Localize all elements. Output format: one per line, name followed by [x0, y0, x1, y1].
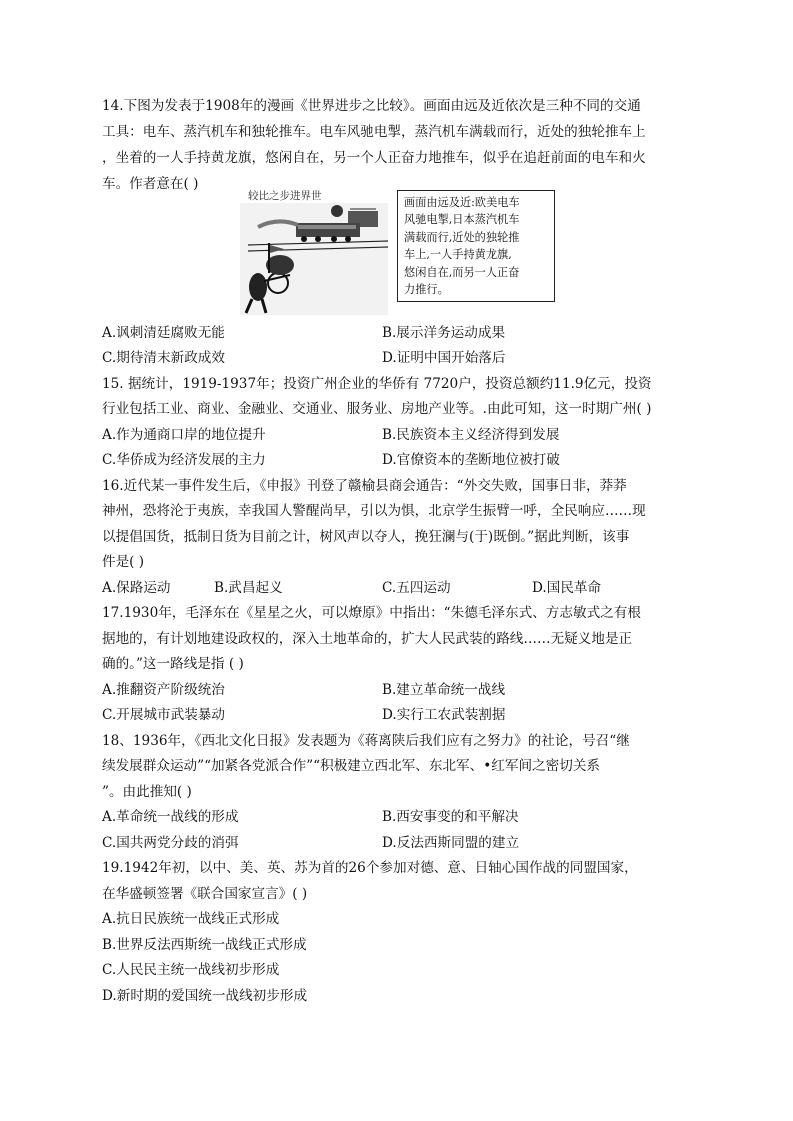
q19-option-c[interactable]: C.人民民主统一战线初步形成 [102, 962, 280, 978]
caption-line: 车上,一人手持黄龙旗, [404, 248, 512, 262]
q15-option-c[interactable]: C.华侨成为经济发展的主力 [102, 452, 266, 468]
caption-line: 满载而行,近处的独轮推 [404, 230, 520, 244]
q19-option-d[interactable]: D.新时期的爱国统一战线初步形成 [102, 988, 308, 1004]
q17-option-a[interactable]: A.推翻资产阶级统治 [102, 682, 225, 698]
cartoon-title: 较比之步进界世 [248, 190, 322, 202]
q18-option-d[interactable]: D.反法西斯同盟的建立 [382, 835, 520, 851]
caption-line: 力推行。 [404, 283, 449, 297]
q14-stem-line-3: ，坐着的一人手持黄龙旗，悠闲自在，另一个人正奋力地推车，似乎在追赶前面的电车和火 [102, 150, 646, 166]
q15-stem-line-1: 15. 据统计，1919-1937年；投资广州企业的华侨有 7720户，投资总额约11.9亿元，投资 [102, 376, 652, 392]
caption-line: 悠闲自在,而另一人正奋 [404, 265, 520, 279]
q18-option-b[interactable]: B.西安事变的和平解决 [382, 809, 519, 825]
q14-option-d[interactable]: D.证明中国开始落后 [382, 350, 506, 366]
caption-line: 风驰电掣,日本蒸汽机车 [404, 213, 520, 227]
q17-stem-line-1: 17.1930年，毛泽东在《星星之火，可以燎原》中指出：“朱德毛泽东式、方志敏式之有根 [102, 605, 641, 621]
q18-option-a[interactable]: A.革命统一战线的形成 [102, 809, 239, 825]
q19-option-b[interactable]: B.世界反法西斯统一战线正式形成 [102, 937, 307, 953]
q15-stem-line-2: 行业包括工业、商业、金融业、交通业、服务业、房地产业等。.由此可知，这一时期广州( ) [102, 401, 652, 417]
q15-option-b[interactable]: B.民族资本主义经济得到发展 [382, 427, 560, 443]
q17-option-b[interactable]: B.建立革命统一战线 [382, 682, 506, 698]
q16-stem-line-2: 神州，恐将沦于夷族，幸我国人警醒尚早，引以为惧，北京学生振臂一呼，全民响应……现 [102, 503, 646, 519]
q17-stem-line-3: 确的。”这一路线是指 ( ) [102, 656, 244, 672]
q16-option-d[interactable]: D.国民革命 [532, 580, 602, 596]
q16-option-b[interactable]: B.武昌起义 [214, 580, 283, 596]
q15-option-a[interactable]: A.作为通商口岸的地位提升 [102, 427, 266, 443]
q18-option-c[interactable]: C.国共两党分歧的消弭 [102, 835, 239, 851]
q18-stem-line-3: ”。由此推知( ) [102, 784, 192, 800]
q16-stem-line-4: 件是( ) [102, 554, 145, 570]
q16-stem-line-3: 以提倡国货，抵制日货为目前之计，树风声以夺人，挽狂澜与(于)既倒。”据此判断，该事 [102, 529, 630, 545]
q17-option-c[interactable]: C.开展城市武装暴动 [102, 707, 225, 723]
q18-stem-line-1: 18、1936年，《西北文化日报》发表题为《蒋离陕后我们应有之努力》的社论，号召“继 [102, 733, 630, 749]
q14-option-c[interactable]: C.期待清末新政成效 [102, 350, 225, 366]
q14-cartoon-caption [397, 190, 555, 302]
q19-stem-line-2: 在华盛顿签署《联合国家宣言》( ) [102, 886, 308, 902]
q18-stem-line-2: 续发展群众运动”“加紧各党派合作”“积极建立西北军、东北军、•红军间之密切关系 [102, 758, 601, 774]
q19-option-a[interactable]: A.抗日民族统一战线正式形成 [102, 911, 280, 927]
q14-cartoon-image [238, 187, 390, 317]
q15-option-d[interactable]: D.官僚资本的垄断地位被打破 [382, 452, 560, 468]
q14-stem-line-4: 车。作者意在( ) [102, 176, 199, 192]
q16-stem-line-1: 16.近代某一事件发生后，《申报》刊登了赣榆县商会通告：“外交失败，国事日非，莽莽 [102, 478, 627, 494]
q17-option-d[interactable]: D.实行工农武装割据 [382, 707, 506, 723]
q14-stem-line-2: 工具：电车、蒸汽机车和独轮推车。电车风驰电掣，蒸汽机车满载而行，近处的独轮推车上 [102, 124, 646, 140]
q14-stem-line-1: 14.下图为发表于1908年的漫画《世界进步之比较》。画面由远及近依次是三种不同的交通 [102, 98, 641, 114]
q16-option-a[interactable]: A.保路运动 [102, 580, 171, 596]
q19-stem-line-1: 19.1942年初，以中、美、英、苏为首的26个参加对德、意、日轴心国作战的同盟国家， [102, 860, 638, 876]
q14-option-b[interactable]: B.展示洋务运动成果 [382, 325, 506, 341]
q16-option-c[interactable]: C.五四运动 [382, 580, 451, 596]
q14-option-a[interactable]: A.讽刺清廷腐败无能 [102, 325, 225, 341]
q17-stem-line-2: 据地的，有计划地建设政权的，深入土地革命的，扩大人民武装的路线……无疑义地是正 [102, 631, 633, 647]
caption-line: 画面由远及近:欧美电车 [404, 196, 520, 209]
